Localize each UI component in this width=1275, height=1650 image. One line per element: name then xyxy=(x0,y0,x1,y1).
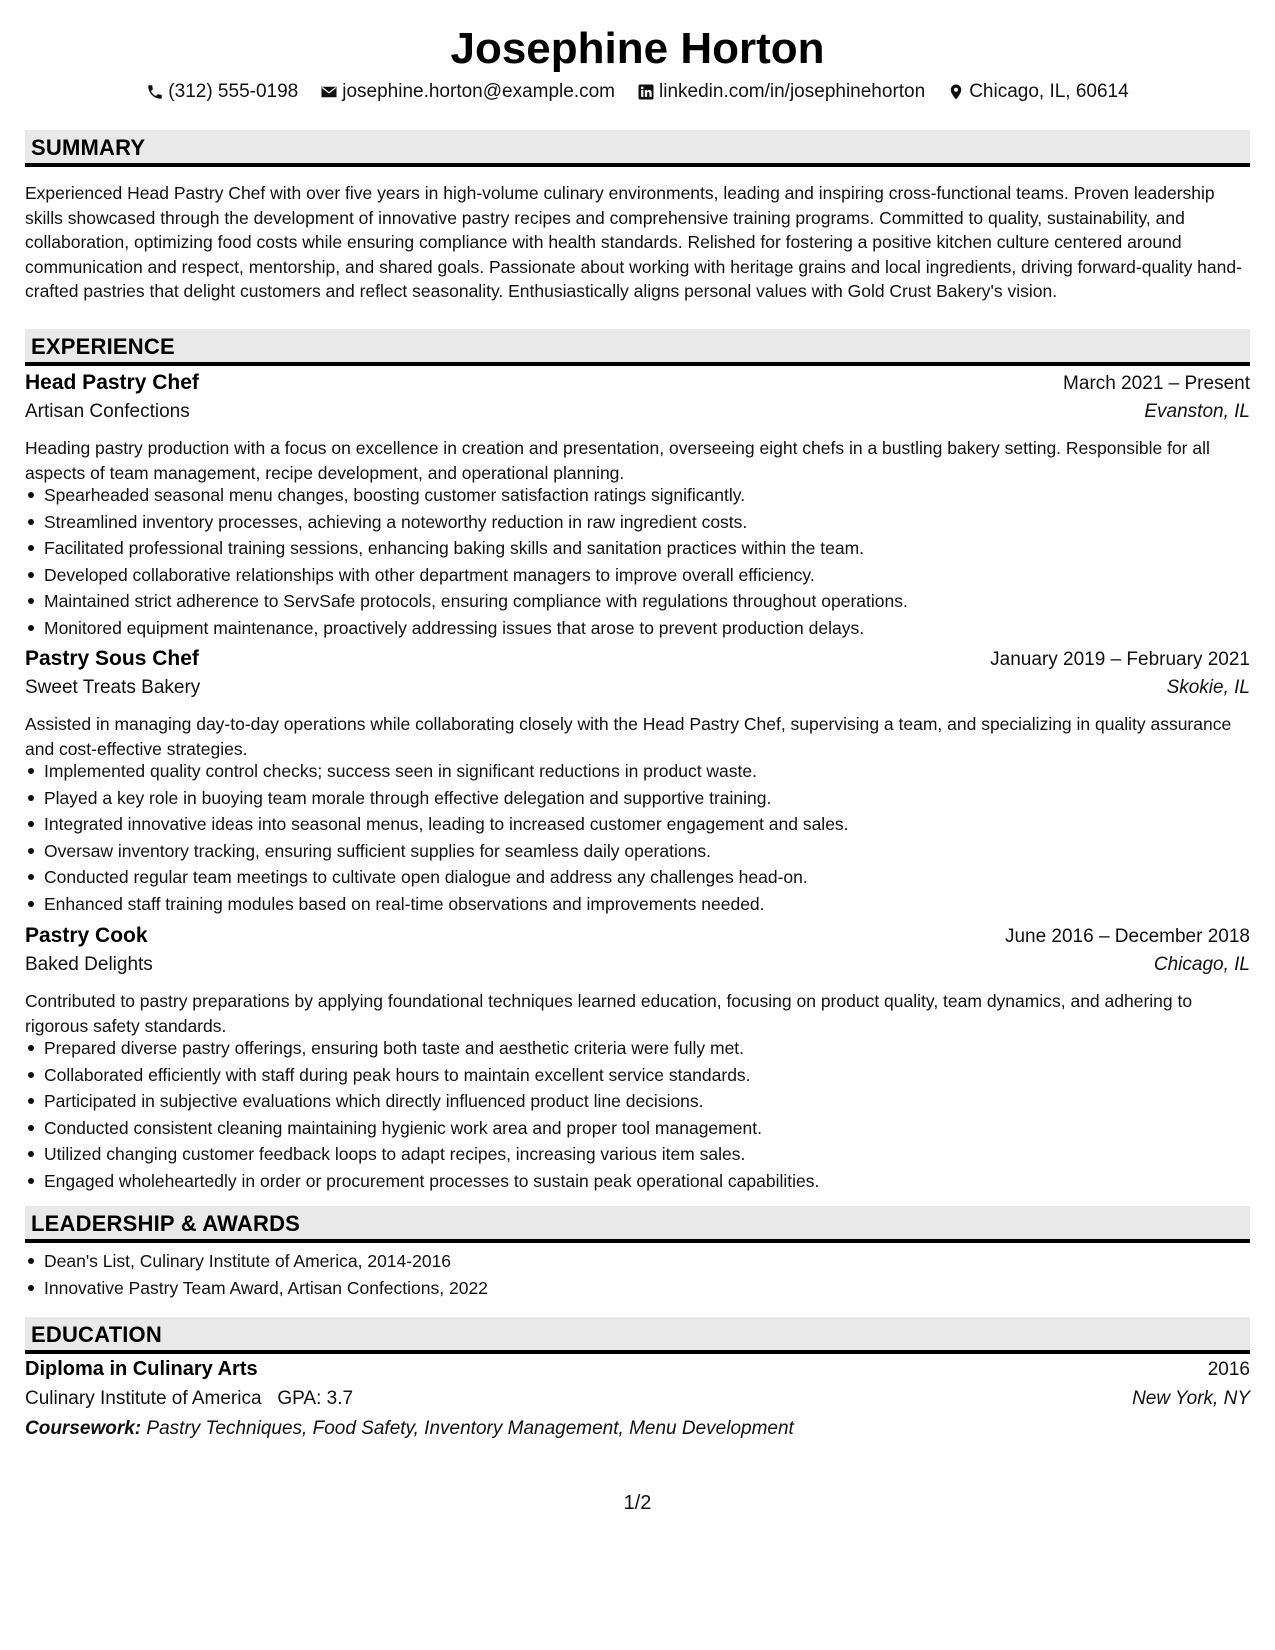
list-item: Facilitated professional training sessions, enhancing baking skills and sanitation practices within the team. xyxy=(25,535,1250,562)
list-item: Conducted consistent cleaning maintaining hygienic work area and proper tool management. xyxy=(25,1115,1250,1142)
list-item: Maintained strict adherence to ServSafe protocols, ensuring compliance with regulations throughout operations. xyxy=(25,588,1250,615)
education-school: Culinary Institute of America xyxy=(25,1388,262,1409)
envelope-icon xyxy=(320,83,338,101)
awards-list xyxy=(25,1248,1250,1301)
list-item: Utilized changing customer feedback loops to adapt recipes, increasing various item sales. xyxy=(25,1141,1250,1168)
contact-location xyxy=(947,81,1129,103)
job-dates: June 2016 – December 2018 xyxy=(1004,926,1250,947)
list-item: Participated in subjective evaluations which directly influenced product line decisions. xyxy=(25,1088,1250,1115)
contact-linkedin[interactable] xyxy=(637,81,925,103)
experience-heading-text: EXPERIENCE xyxy=(31,334,175,359)
summary-heading xyxy=(25,130,1250,167)
job-description: Heading pastry production with a focus on excellence in creation and presentation, overseeing eight chefs in a bustling bakery setting. Responsible for all aspects of team management, recipe development, and operational planning. xyxy=(25,438,1210,483)
list-item: Prepared diverse pastry offerings, ensuring both taste and aesthetic criteria were fully met. xyxy=(25,1035,1250,1062)
job-title-row xyxy=(25,371,1250,399)
list-item: Conducted regular team meetings to cultivate open dialogue and address any challenges head-on. xyxy=(25,864,1250,891)
job-location: Chicago, IL xyxy=(1153,954,1250,975)
education-degree: Diploma in Culinary Arts xyxy=(25,1358,258,1380)
education-heading xyxy=(25,1317,1250,1354)
list-item: Dean's List, Culinary Institute of America, 2014-2016 xyxy=(25,1248,1250,1275)
education-degree-row xyxy=(25,1358,1250,1386)
list-item: Implemented quality control checks; success seen in significant reductions in product waste. xyxy=(25,758,1250,785)
job-dates: March 2021 – Present xyxy=(1063,373,1250,394)
list-item: Streamlined inventory processes, achieving a noteworthy reduction in raw ingredient costs. xyxy=(25,509,1250,536)
location-text: Chicago, IL, 60614 xyxy=(969,81,1129,102)
job-company-row xyxy=(25,677,1250,705)
list-item: Enhanced staff training modules based on real-time observations and improvements needed. xyxy=(25,891,1250,918)
list-item: Spearheaded seasonal menu changes, boosting customer satisfaction ratings significantly. xyxy=(25,482,1250,509)
phone-icon xyxy=(146,83,164,101)
page-number: 1/2 xyxy=(623,1492,652,1514)
linkedin-icon xyxy=(637,83,655,101)
awards-heading-text: LEADERSHIP & AWARDS xyxy=(31,1211,301,1236)
job-location: Evanston, IL xyxy=(1144,401,1250,422)
list-item: Innovative Pastry Team Award, Artisan Confections, 2022 xyxy=(25,1275,1250,1302)
job-bullets xyxy=(25,758,1250,918)
job-company: Sweet Treats Bakery xyxy=(25,677,201,698)
education-coursework xyxy=(25,1418,794,1440)
candidate-name: Josephine Horton xyxy=(450,24,825,73)
education-location: New York, NY xyxy=(1132,1388,1250,1409)
list-item: Played a key role in buoying team morale through effective delegation and supportive training. xyxy=(25,785,1250,812)
list-item: Developed collaborative relationships with other department managers to improve overall efficiency. xyxy=(25,562,1250,589)
education-heading-text: EDUCATION xyxy=(31,1322,162,1347)
education-gpa: GPA: 3.7 xyxy=(277,1388,354,1409)
list-item: Oversaw inventory tracking, ensuring sufficient supplies for seamless daily operations. xyxy=(25,838,1250,865)
job-bullets xyxy=(25,1035,1250,1195)
email-text: josephine.horton@example.com xyxy=(342,81,616,102)
job-title-row xyxy=(25,924,1250,952)
job-bullets xyxy=(25,482,1250,642)
contact-email[interactable] xyxy=(320,81,615,103)
list-item: Integrated innovative ideas into seasonal menus, leading to increased customer engagement and sales. xyxy=(25,811,1250,838)
contact-phone[interactable] xyxy=(146,81,298,103)
education-school-line xyxy=(25,1388,353,1410)
list-item: Monitored equipment maintenance, proactively addressing issues that arose to prevent production delays. xyxy=(25,615,1250,642)
education-school-row xyxy=(25,1388,1250,1416)
map-pin-icon xyxy=(947,83,965,101)
summary-heading-text: SUMMARY xyxy=(31,135,146,160)
list-item: Collaborated efficiently with staff during peak hours to maintain excellent service standards. xyxy=(25,1062,1250,1089)
job-company-row xyxy=(25,401,1250,429)
phone-text: (312) 555-0198 xyxy=(168,81,299,102)
job-company-row xyxy=(25,954,1250,982)
list-item: Engaged wholeheartedly in order or procurement processes to sustain peak operational capabilities. xyxy=(25,1168,1250,1195)
job-title: Pastry Sous Chef xyxy=(25,647,199,670)
education-year: 2016 xyxy=(1207,1359,1250,1380)
job-company: Artisan Confections xyxy=(25,401,190,422)
contact-bar xyxy=(0,78,1275,106)
summary-text: Experienced Head Pastry Chef with over five years in high-volume culinary environments, leading and inspiring cross-functional teams. Proven leadership skills showcased through the development of innovative pastry recipes and comprehensive training programs. Committed to quality, sustainability, and collaboration, optimizing food costs while ensuring compliance with health standards. Relished for fostering a positive kitchen culture centered around communication and respect, mentorship, and shared goals. Passionate about working with heritage grains and local ingredients, driving forward-quality hand-crafted pastries that delight customers and reflect seasonality. Enthusiastically aligns personal values with Gold Crust Bakery's vision. xyxy=(25,183,1242,301)
job-dates: January 2019 – February 2021 xyxy=(990,649,1250,670)
job-company: Baked Delights xyxy=(25,954,153,975)
job-location: Skokie, IL xyxy=(1166,677,1250,698)
job-description: Contributed to pastry preparations by applying foundational techniques learned education, focusing on product quality, team dynamics, and adhering to rigorous safety standards. xyxy=(25,991,1193,1036)
coursework-label: Coursework: xyxy=(25,1418,142,1439)
job-title: Head Pastry Chef xyxy=(25,371,199,394)
job-description: Assisted in managing day-to-day operations while collaborating closely with the Head Pastry Chef, supervising a team, and specializing in quality assurance and cost-effective strategies. xyxy=(25,714,1232,759)
experience-heading xyxy=(25,329,1250,366)
coursework-list: Pastry Techniques, Food Safety, Inventory Management, Menu Development xyxy=(146,1418,794,1439)
awards-heading xyxy=(25,1206,1250,1243)
job-title: Pastry Cook xyxy=(25,924,148,947)
linkedin-text: linkedin.com/in/josephinehorton xyxy=(659,81,926,102)
job-title-row xyxy=(25,647,1250,675)
